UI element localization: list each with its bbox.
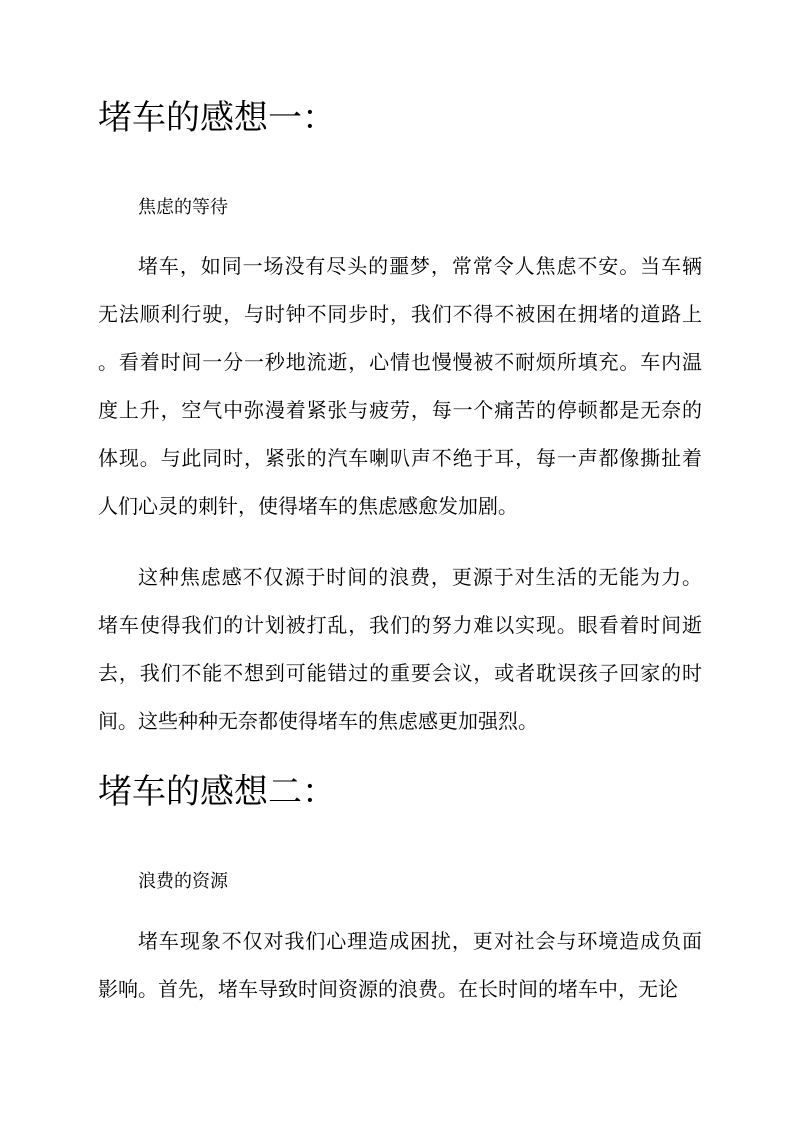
section2-heading: 堵车的感想二： (98, 772, 336, 812)
paragraph-line: 去，我们不能不想到可能错过的重要会议，或者耽误孩子回家的时 (98, 661, 702, 685)
section1-heading: 堵车的感想一： (98, 98, 336, 138)
paragraph-line: 堵车，如同一场没有尽头的噩梦，常常令人焦虑不安。当车辆 (138, 254, 702, 278)
paragraph-line: 人们心灵的刺针，使得堵车的焦虑感愈发加剧。 (98, 494, 518, 518)
paragraph-line: 无法顺利行驶，与时钟不同步时，我们不得不被困在拥堵的道路上 (98, 302, 702, 326)
section1-subheading: 焦虑的等待 (138, 197, 228, 218)
section2-paragraph1 (98, 917, 702, 1013)
paragraph-line: 影响。首先，堵车导致时间资源的浪费。在长时间的堵车中，无论 (98, 977, 678, 1001)
section1-paragraph1 (98, 242, 702, 530)
paragraph-line: 这种焦虑感不仅源于时间的浪费，更源于对生活的无能为力。 (138, 565, 702, 589)
paragraph-line: 体现。与此同时，紧张的汽车喇叭声不绝于耳，每一声都像撕扯着 (98, 446, 702, 470)
paragraph-line: 。看着时间一分一秒地流逝，心情也慢慢被不耐烦所填充。车内温 (98, 350, 702, 374)
section2-subheading: 浪费的资源 (138, 871, 228, 892)
section1-paragraph2 (98, 553, 702, 745)
paragraph-line: 堵车使得我们的计划被打乱，我们的努力难以实现。眼看着时间逝 (98, 613, 702, 637)
paragraph-line: 间。这些种种无奈都使得堵车的焦虑感更加强烈。 (98, 709, 538, 733)
paragraph-line: 堵车现象不仅对我们心理造成困扰，更对社会与环境造成负面 (138, 929, 702, 953)
paragraph-line: 度上升，空气中弥漫着紧张与疲劳，每一个痛苦的停顿都是无奈的 (98, 398, 702, 422)
